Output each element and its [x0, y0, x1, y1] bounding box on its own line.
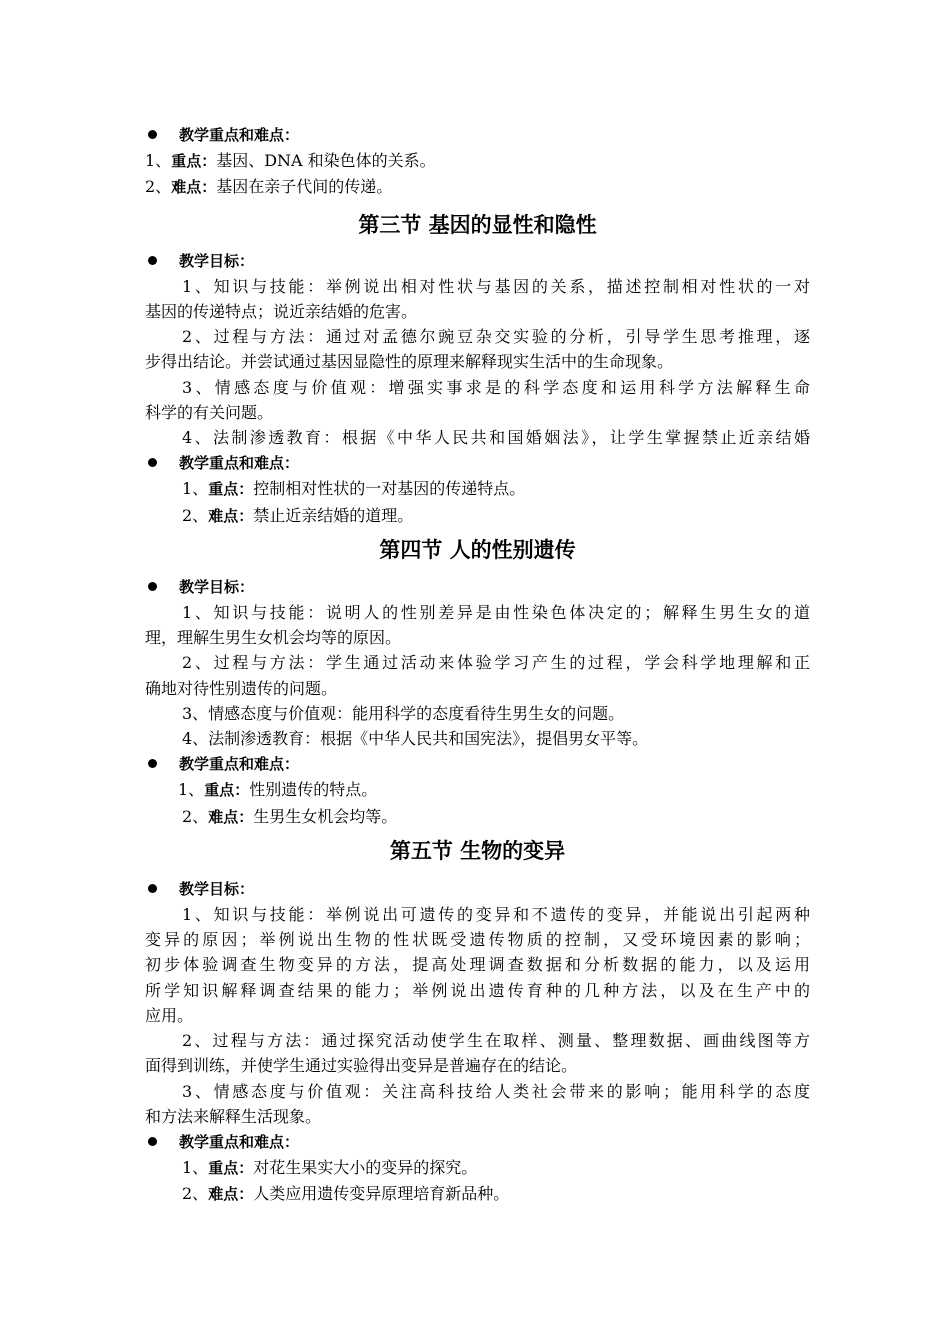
s5-key-heading: 教学重点和难点： — [145, 1129, 810, 1155]
s4-key-point: 1、重点：性别遗传的特点。 — [178, 780, 378, 800]
s5-goal-2-line: 2、过程与方法：通过探究活动使学生在取样、测量、整理数据、画曲线图等方 — [182, 1031, 810, 1051]
intro-key-point: 1、重点：基因、DNA 和染色体的关系。 — [145, 151, 436, 171]
s4-goal-1-line: 理，理解生男生女机会均等的原因。 — [145, 628, 402, 648]
s5-goal-3-line: 3、情感态度与价值观：关注高科技给人类社会带来的影响；能用科学的态度 — [182, 1081, 810, 1101]
s5-key-point: 1、重点：对花生果实大小的变异的探究。 — [182, 1158, 478, 1178]
s4-goal-4-line: 4、法制渗透教育：根据《中华人民共和国宪法》，提倡男女平等。 — [182, 729, 649, 749]
bullet-icon — [148, 458, 157, 467]
s4-difficult-point: 2、难点：生男生女机会均等。 — [182, 806, 398, 826]
bullet-icon — [148, 582, 157, 591]
section-5-title: 第五节 生物的变异 — [389, 838, 566, 863]
s3-difficult-point: 2、难点：禁止近亲结婚的道理。 — [182, 505, 414, 525]
section-3-title: 第三节 基因的显性和隐性 — [358, 212, 597, 237]
s4-goal-2-line: 2、过程与方法：学生通过活动来体验学习产生的过程，学会科学地理解和正 — [182, 653, 810, 673]
bullet-icon — [148, 884, 157, 893]
s3-key-heading: 教学重点和难点： — [145, 450, 810, 476]
intro-key-heading: 教学重点和难点： — [145, 122, 810, 148]
s5-goals-heading: 教学目标： — [145, 876, 810, 902]
s4-goals-heading: 教学目标： — [145, 574, 810, 600]
s4-goal-1-line: 1、知识与技能：说明人的性别差异是由性染色体决定的；解释生男生女的道 — [182, 603, 810, 623]
s5-goal-3-line: 和方法来解释生活现象。 — [145, 1106, 322, 1126]
section-4-title: 第四节 人的性别遗传 — [379, 537, 576, 562]
bullet-icon — [148, 256, 157, 265]
document-page — [145, 122, 810, 1208]
s5-goal-1-line: 所学知识解释调查结果的能力；举例说出遗传育种的几种方法，以及在生产中的 — [145, 980, 810, 1000]
s3-goal-1-line: 1、知识与技能：举例说出相对性状与基因的关系，描述控制相对性状的一对 — [182, 276, 810, 296]
s3-goal-1-line: 基因的传递特点；说近亲结婚的危害。 — [145, 302, 418, 322]
s4-goal-3-line: 3、情感态度与价值观：能用科学的态度看待生男生女的问题。 — [182, 703, 625, 723]
s5-goal-1-line: 变异的原因；举例说出生物的性状既受遗传物质的控制，又受环境因素的影响； — [145, 930, 810, 950]
s3-goal-2-line: 2、过程与方法：通过对孟德尔豌豆杂交实验的分析，引导学生思考推理，逐 — [182, 327, 810, 347]
s5-goal-1-line: 应用。 — [145, 1005, 194, 1025]
s5-goal-1-line: 初步体验调查生物变异的方法，提高处理调查数据和分析数据的能力，以及运用 — [145, 955, 810, 975]
s4-goal-2-line: 确地对待性别遗传的问题。 — [145, 678, 338, 698]
s5-goal-1-line: 1、知识与技能：举例说出可遗传的变异和不遗传的变异，并能说出引起两种 — [182, 905, 810, 925]
s3-key-point: 1、重点：控制相对性状的一对基因的传递特点。 — [182, 479, 526, 499]
s3-goal-3-line: 3、情感态度与价值观：增强实事求是的科学态度和运用科学方法解释生命 — [182, 377, 810, 397]
bullet-icon — [148, 1137, 157, 1146]
s3-goal-4-line: 4、法制渗透教育：根据《中华人民共和国婚姻法》，让学生掌握禁止近亲结婚 — [182, 428, 810, 448]
s3-goal-3-line: 科学的有关问题。 — [145, 402, 274, 422]
bullet-icon — [148, 759, 157, 768]
s4-key-heading: 教学重点和难点： — [145, 751, 810, 777]
s3-goals-heading: 教学目标： — [145, 248, 810, 274]
intro-difficult-point: 2、难点：基因在亲子代间的传递。 — [145, 177, 393, 197]
s5-goal-2-line: 面得到训练，并使学生通过实验得出变异是普遍存在的结论。 — [145, 1056, 578, 1076]
s5-difficult-point: 2、难点：人类应用遗传变异原理培育新品种。 — [182, 1184, 510, 1204]
bullet-icon — [148, 130, 157, 139]
s3-goal-2-line: 步得出结论。并尝试通过基因显隐性的原理来解释现实生活中的生命现象。 — [145, 352, 674, 372]
